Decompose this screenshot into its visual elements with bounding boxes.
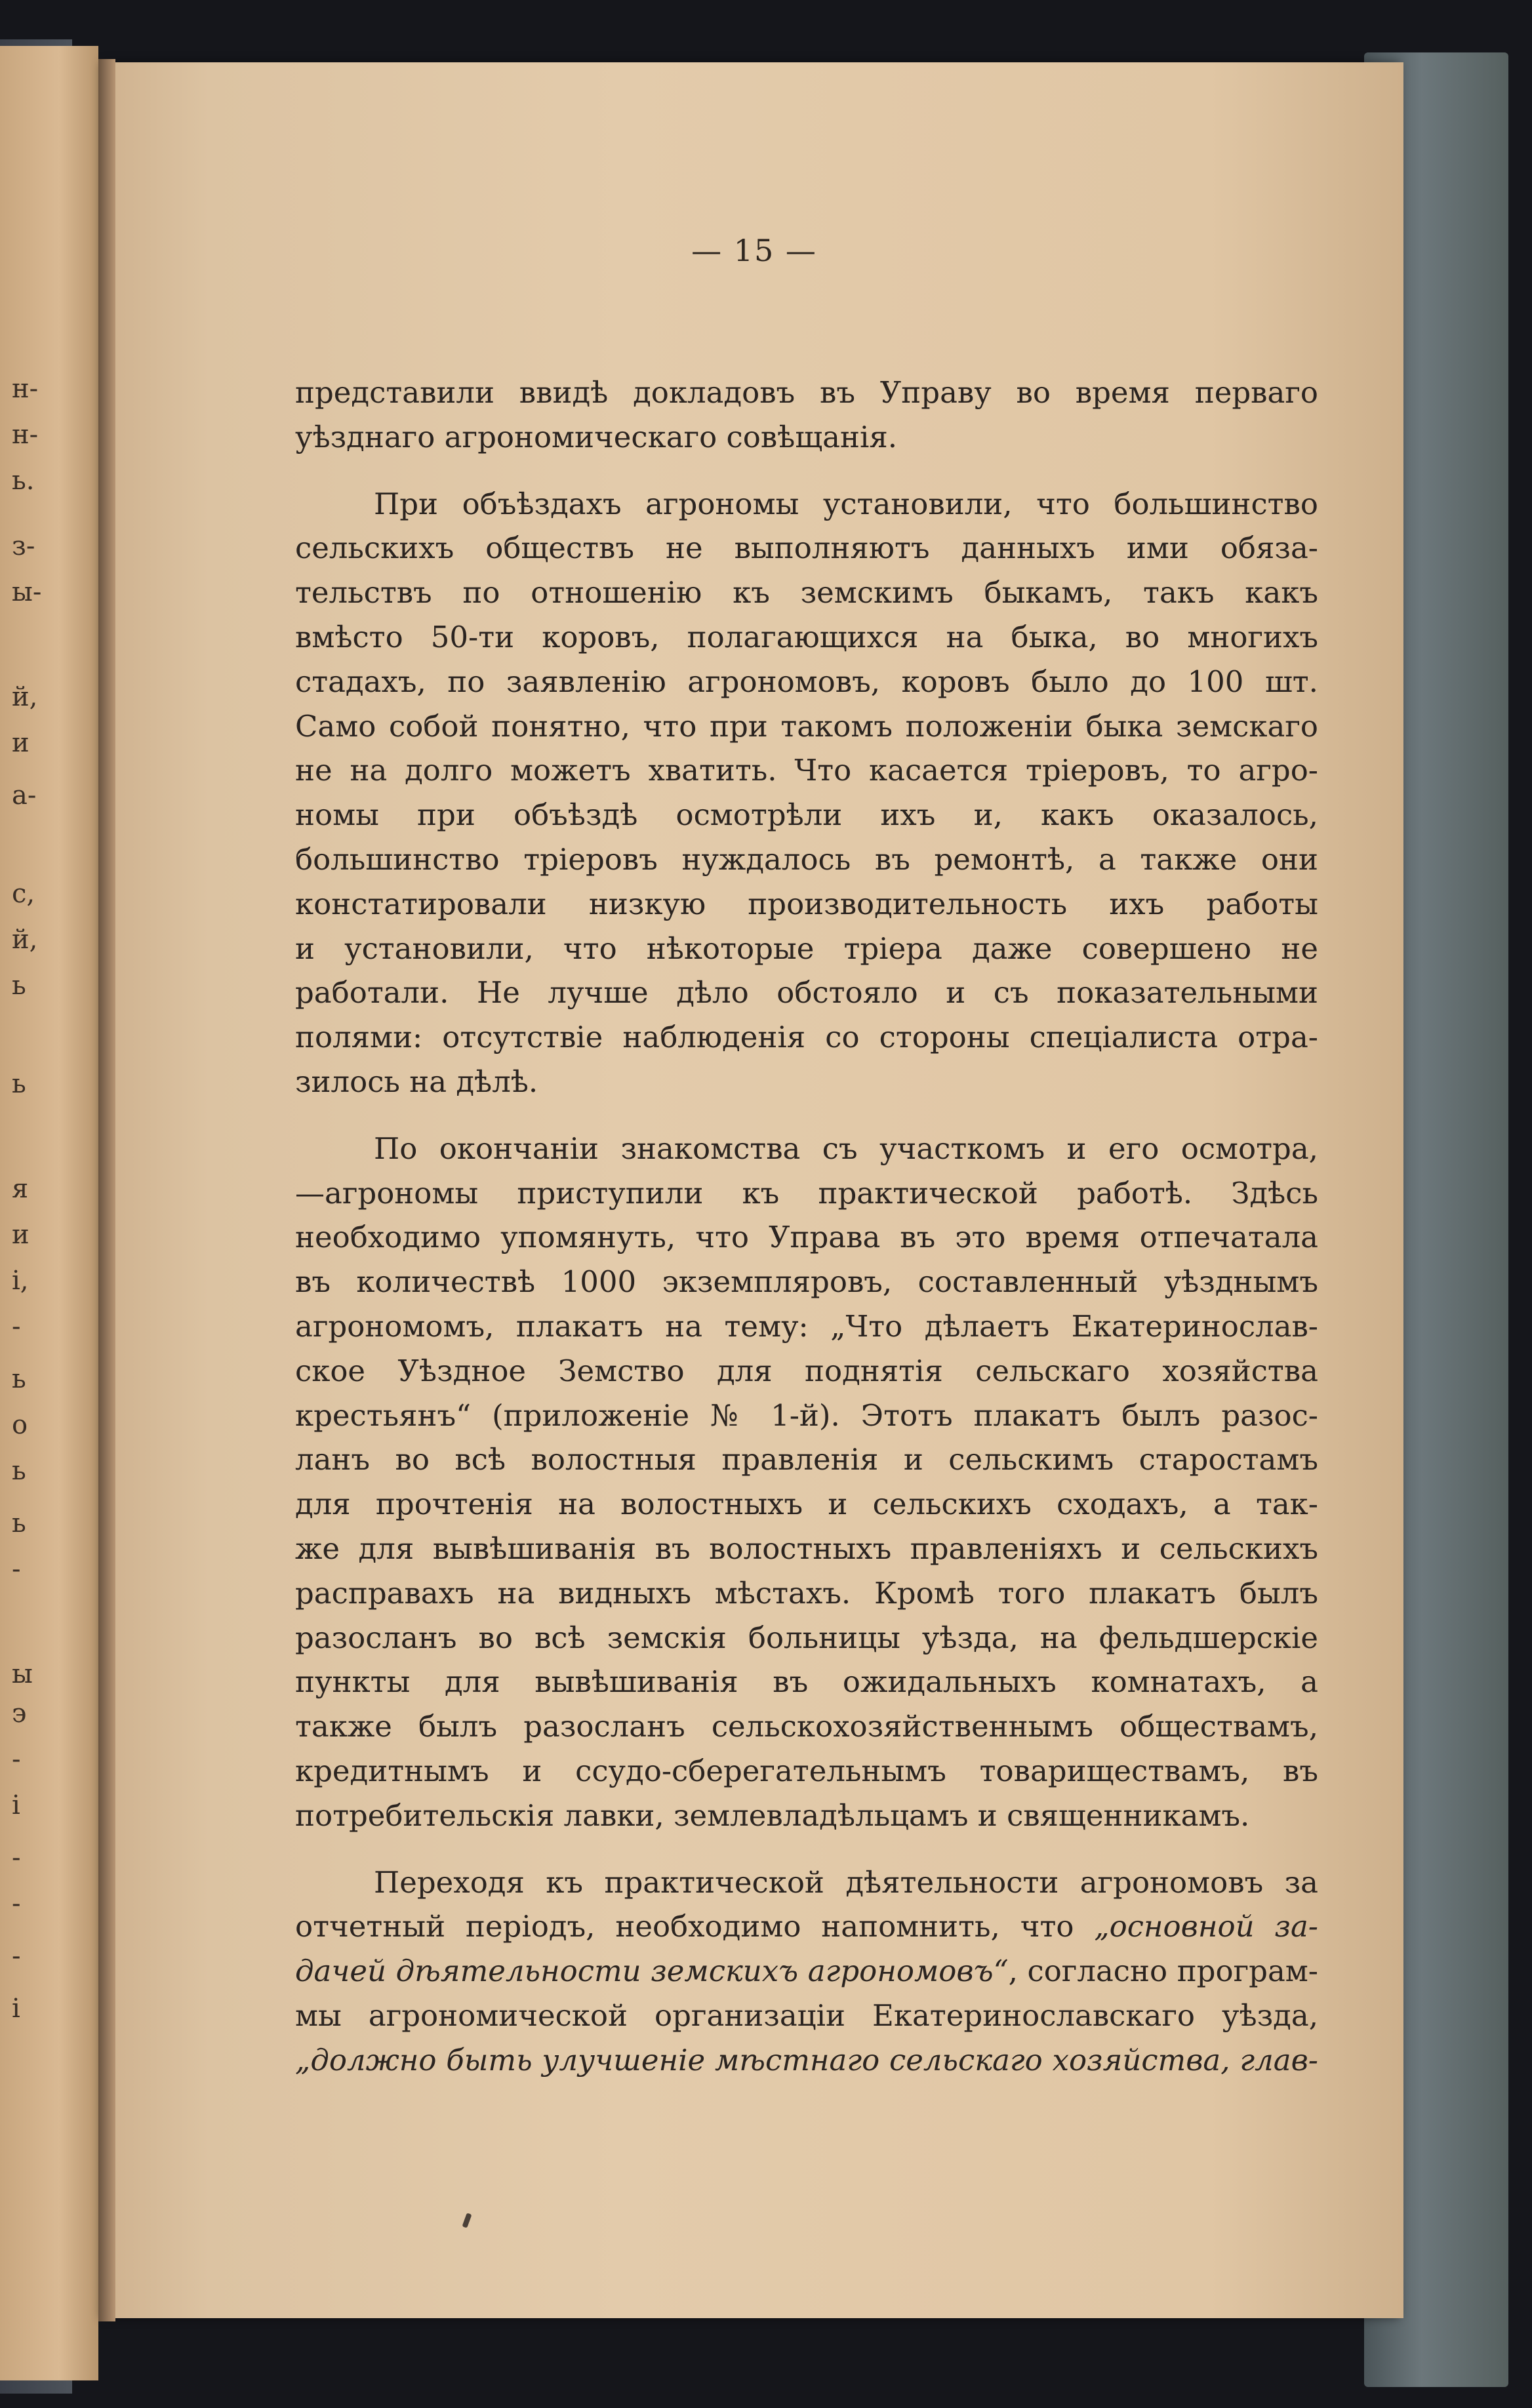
text-run: отчетный періодъ, необходимо напомнить, что: [295, 1909, 1095, 1944]
text-line: [295, 1860, 1318, 1905]
margin-fragment: и: [12, 1220, 30, 1250]
margin-fragment: н-: [12, 420, 39, 450]
text-run: мы агрономической организаціи Екатеринославскаго уѣзда,: [295, 1997, 1318, 2033]
margin-fragment: ы-: [12, 577, 42, 607]
margin-fragment: ь: [12, 971, 26, 1001]
margin-fragment: і: [12, 1790, 20, 1820]
margin-fragment: і,: [12, 1266, 29, 1296]
margin-fragment: -: [12, 1554, 21, 1584]
page-number: — 15 —: [691, 233, 817, 268]
text-line: [295, 2038, 1318, 2083]
text-line: же для вывѣшиванія въ волостныхъ правленіяхъ и сельскихъ: [295, 1531, 1318, 1566]
margin-fragment: ь: [12, 1069, 26, 1099]
text-line: тельствъ по отношенію къ земскимъ быкамъ, такъ какъ: [295, 575, 1318, 611]
text-line: расправахъ на видныхъ мѣстахъ. Кромѣ того плакатъ былъ: [295, 1575, 1318, 1611]
margin-fragment: а-: [12, 780, 37, 811]
text-line: зилось на дѣлѣ.: [295, 1064, 538, 1099]
italic-run: „должно быть улучшеніе мѣстнаго сельскаго хозяйства, глав-: [295, 2042, 1318, 2077]
text-run: Переходя къ практической дѣятельности агрономовъ за: [374, 1864, 1318, 1900]
text-line: для прочтенія на волостныхъ и сельскихъ сходахъ, а так-: [295, 1487, 1318, 1522]
text-line: констатировали низкую производительность ихъ работы: [295, 886, 1318, 921]
text-line: кредитнымъ и ссудо-сберегательнымъ товариществамъ, въ: [295, 1753, 1318, 1788]
text-line: также былъ разосланъ сельскохозяйственнымъ обществамъ,: [295, 1709, 1318, 1744]
margin-fragment: й,: [12, 682, 38, 712]
text-line: агрономомъ, плакатъ на тему: „Что дѣлаетъ Екатеринослав-: [295, 1308, 1318, 1344]
margin-fragment: с,: [12, 879, 35, 909]
margin-fragment: ь: [12, 1456, 26, 1486]
text-line: большинство тріеровъ нуждалось въ ремонтѣ, а также они: [295, 841, 1318, 877]
margin-fragment: і: [12, 1994, 20, 2024]
margin-fragment: ь: [12, 1508, 26, 1538]
pencil-mark: [462, 2213, 472, 2228]
text-line: Само собой понятно, что при такомъ положеніи быка земскаго: [295, 708, 1318, 744]
margin-fragment: ь.: [12, 466, 35, 496]
margin-fragment: й,: [12, 925, 38, 955]
margin-fragment: н-: [12, 374, 39, 404]
text-line: полями: отсутствіе наблюденія со стороны спеціалиста отра-: [295, 1020, 1318, 1055]
margin-fragment: -: [12, 1941, 21, 1971]
margin-fragment: -: [12, 1744, 21, 1775]
paragraph-4: [295, 1860, 1318, 2083]
text-line: По окончаніи знакомства съ участкомъ и его осмотра,: [374, 1131, 1318, 1166]
book-page: [105, 62, 1403, 2318]
text-line: разосланъ во всѣ земскія больницы уѣзда, на фельдшерскіе: [295, 1620, 1318, 1655]
text-line: представили ввидѣ докладовъ въ Управу во время перваго: [295, 375, 1318, 410]
margin-fragment: з-: [12, 531, 35, 561]
text-line: не на долго можетъ хватить. Что касается тріеровъ, то агро-: [295, 753, 1318, 788]
text-line: въ количествѣ 1000 экземпляровъ, составленный уѣзднымъ: [295, 1264, 1318, 1300]
margin-fragment: ь: [12, 1364, 26, 1394]
margin-fragment: и: [12, 728, 30, 758]
paragraph-1: [295, 371, 1318, 460]
text-line: вмѣсто 50-ти коровъ, полагающихся на быка, во многихъ: [295, 619, 1318, 654]
margin-fragment: э: [12, 1698, 27, 1729]
text-line: ское Уѣздное Земство для поднятія сельскаго хозяйства: [295, 1353, 1318, 1388]
text-line: работали. Не лучше дѣло обстояло и съ показательными: [295, 975, 1318, 1011]
text-line: уѣзднаго агрономическаго совѣщанія.: [295, 419, 898, 454]
previous-page-edge: [0, 46, 98, 2380]
italic-run: „основной за-: [1094, 1909, 1318, 1944]
text-line: [295, 1949, 1318, 1994]
margin-fragment: о: [12, 1410, 28, 1440]
text-line: [295, 1994, 1318, 2038]
text-line: [295, 1904, 1318, 1949]
margin-fragment: я: [12, 1174, 29, 1204]
margin-fragment: -: [12, 1889, 21, 1919]
paragraph-2: [295, 482, 1318, 1104]
page-gutter: [98, 59, 115, 2321]
text-line: ланъ во всѣ волостныя правленія и сельскимъ старостамъ: [295, 1442, 1318, 1477]
text-line: необходимо упомянуть, что Управа въ это время отпечатала: [295, 1220, 1318, 1255]
page-text: [295, 371, 1318, 2082]
text-run: , согласно програм-: [1008, 1954, 1318, 1989]
text-line: При объѣздахъ агрономы установили, что большинство: [374, 486, 1318, 521]
text-line: —агрономы приступили къ практической работѣ. Здѣсь: [295, 1175, 1318, 1211]
text-line: потребительскія лавки, землевладѣльцамъ и священникамъ.: [295, 1797, 1250, 1833]
text-line: и установили, что нѣкоторые тріера даже совершено не: [295, 931, 1318, 966]
italic-run: дачей дѣятельности земскихъ агрономовъ“: [295, 1954, 1009, 1989]
margin-fragment: ы: [12, 1659, 33, 1689]
margin-fragment: -: [12, 1312, 21, 1342]
text-line: пункты для вывѣшиванія въ ожидальныхъ комнатахъ, а: [295, 1664, 1318, 1700]
text-line: стадахъ, по заявленію агрономовъ, коровъ было до 100 шт.: [295, 664, 1318, 699]
paragraph-3: [295, 1127, 1318, 1838]
text-line: крестьянъ“ (приложеніе № 1-й). Этотъ плакатъ былъ разос-: [295, 1397, 1318, 1433]
text-line: сельскихъ обществъ не выполняютъ данныхъ ими обяза-: [295, 531, 1318, 566]
margin-fragment: -: [12, 1843, 21, 1873]
text-line: номы при объѣздѣ осмотрѣли ихъ и, какъ оказалось,: [295, 797, 1318, 833]
